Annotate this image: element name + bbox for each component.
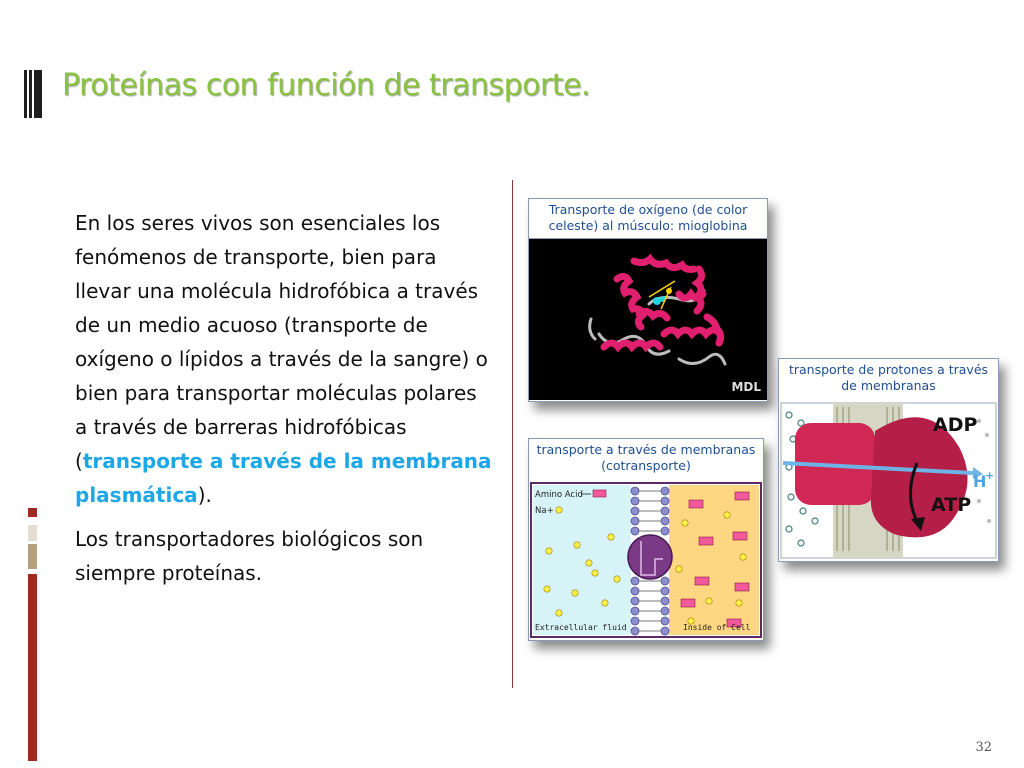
protein-structure-image — [529, 239, 767, 400]
paragraph-1 — [75, 206, 493, 512]
column-divider — [512, 180, 513, 688]
slide-number: 32 — [975, 740, 992, 755]
title-bar-decoration — [24, 70, 42, 118]
label-adp: ADP — [933, 414, 978, 436]
left-accent-bar — [28, 508, 37, 761]
image-watermark: MDL — [731, 380, 761, 394]
figure-proton-transport — [778, 358, 999, 562]
label-atp: ATP — [931, 494, 972, 516]
paragraph-1-text: En los seres vivos son esenciales los fenómenos de transporte, bien para llevar una molécula hidrofóbica a través de un medio acuoso (transporte de oxígeno o lípidos a través de la sangre) o bien para transportar moléculas polares a través de barreras hidrofóbicas ( — [75, 211, 488, 473]
label-amino-acid: Amino Acid — [535, 490, 583, 500]
figure-cotransport-caption: transporte a través de membranas (cotransporte) — [536, 442, 756, 473]
figure-proton-transport-caption: transporte de protones a través de membranas — [788, 362, 989, 393]
slide-title: Proteínas con función de transporte. — [62, 68, 591, 103]
cotransport-diagram — [529, 479, 763, 639]
label-extracellular: Extracellular fluid — [535, 623, 627, 632]
label-inside-cell: Inside of Cell — [683, 623, 751, 632]
label-h-superscript: + — [985, 469, 995, 482]
figure-myoglobin-caption: Transporte de oxígeno (de color celeste) al músculo: mioglobina — [529, 199, 767, 239]
label-sodium: Na+ — [535, 506, 554, 516]
figure-myoglobin — [528, 198, 768, 402]
proton-transport-diagram — [779, 401, 998, 560]
body-text — [75, 206, 493, 600]
label-h: H — [973, 472, 987, 491]
figure-cotransport — [528, 438, 764, 641]
paragraph-2: Los transportadores biológicos son siempre proteínas. — [75, 527, 424, 585]
paragraph-1-end: ). — [197, 483, 212, 507]
paragraph-1-highlight: transporte a través de la membrana plasmática — [75, 449, 492, 507]
